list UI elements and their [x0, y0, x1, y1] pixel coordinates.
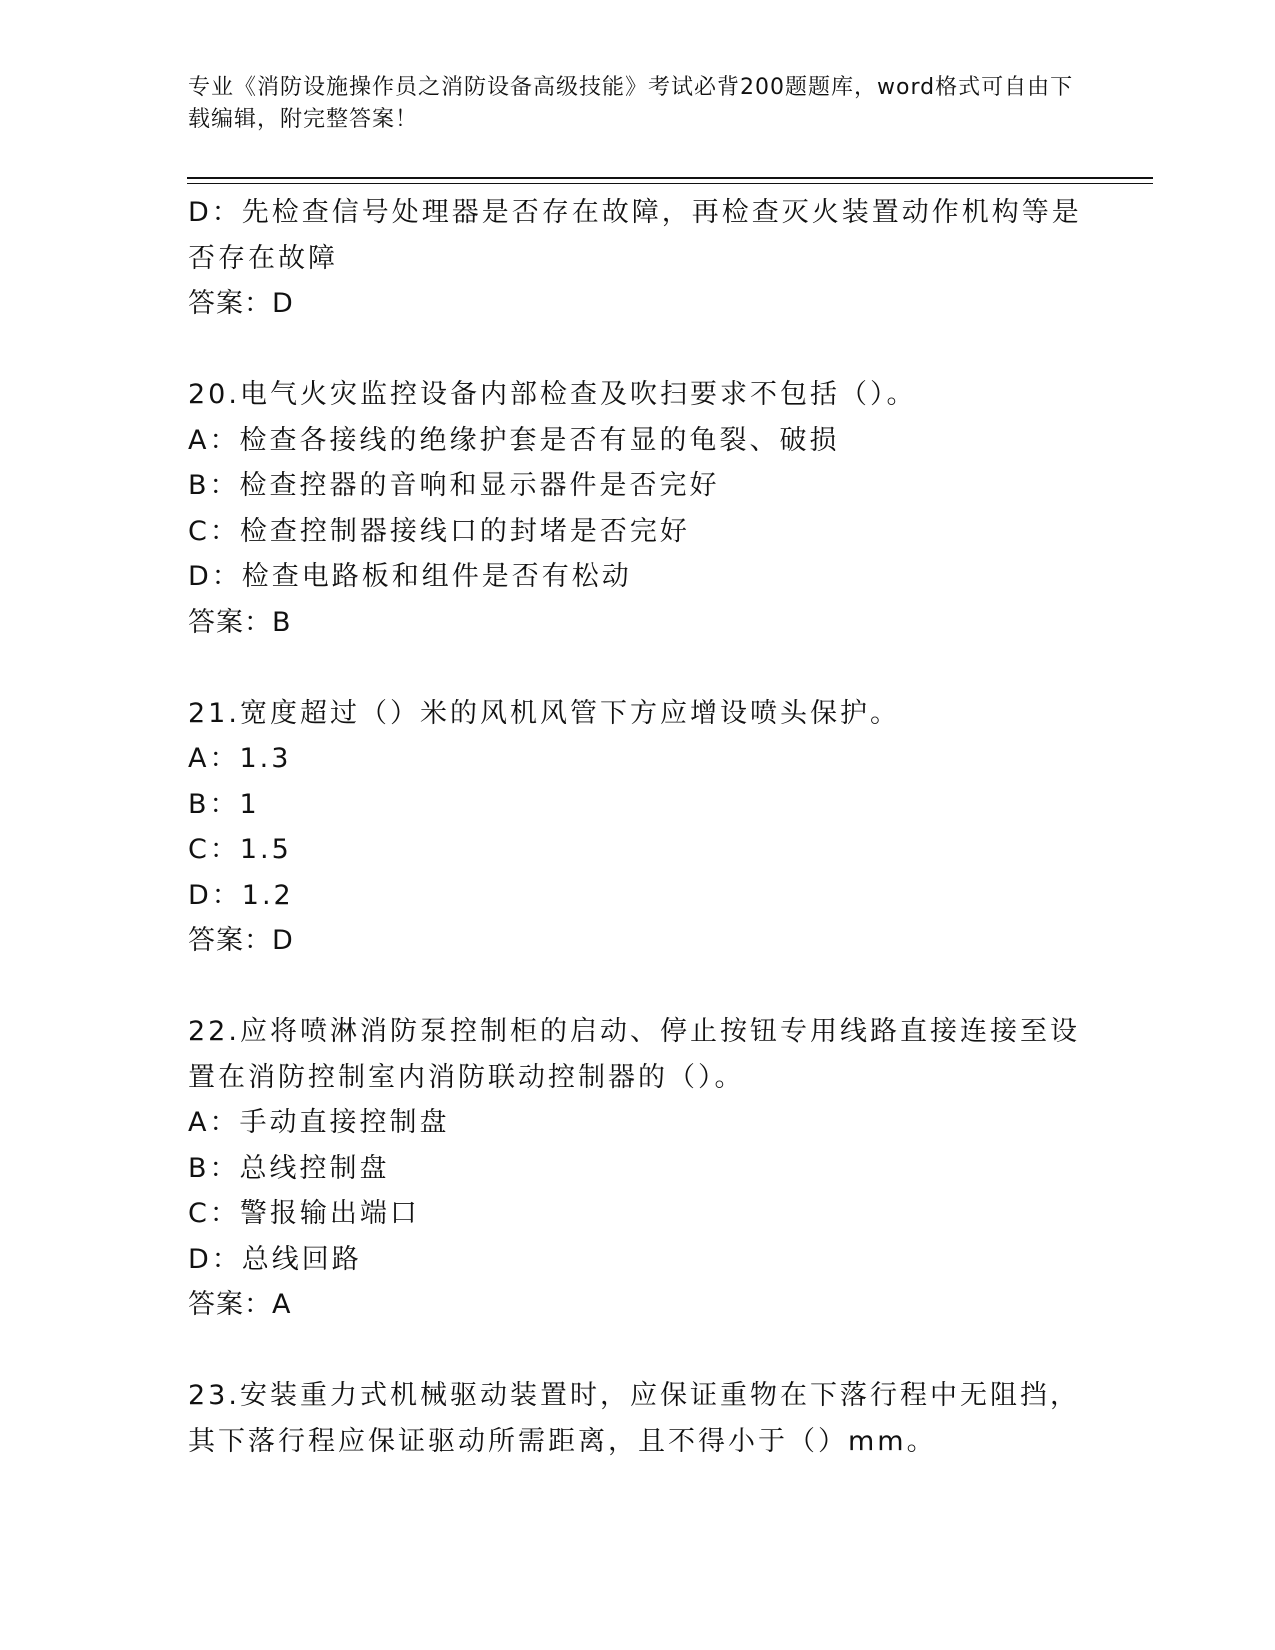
option-c: C：警报输出端口 — [188, 1198, 420, 1229]
answer-line: 答案：D — [188, 925, 294, 956]
document-header: 专业《消防设施操作员之消防设备高级技能》考试必背200题题库，word格式可自由下载编辑，附完整答案！ — [188, 75, 1074, 132]
answer-line: 答案：D — [188, 288, 294, 319]
answer-line: 答案：A — [188, 1289, 292, 1320]
option-d: D：1.2 — [188, 879, 294, 911]
question-stem: 20.电气火灾监控设备内部检查及吹扫要求不包括（）。 — [188, 379, 917, 410]
document-body — [188, 190, 1088, 1464]
option-a: A：手动直接控制盘 — [188, 1107, 450, 1138]
answer-line: 答案：B — [188, 606, 292, 638]
previous-question-tail — [188, 190, 1088, 327]
question-stem: 23.安装重力式机械驱动装置时，应保证重物在下落行程中无阻挡，其下落行程应保证驱动所需距离，且不得小于（）mm。 — [188, 1380, 1080, 1457]
option-b: B：总线控制盘 — [188, 1152, 390, 1184]
option-d: D：总线回路 — [188, 1243, 362, 1275]
question-20 — [188, 372, 1088, 645]
question-21 — [188, 691, 1088, 964]
question-stem: 22.应将喷淋消防泵控制柜的启动、停止按钮专用线路直接连接至设置在消防控制室内消防联动控制器的（）。 — [188, 1016, 1080, 1093]
option-a: A：1.3 — [188, 743, 292, 774]
question-23 — [188, 1373, 1088, 1464]
option-a: A：检查各接线的绝缘护套是否有显的龟裂、破损 — [188, 424, 840, 456]
option-d: D：检查电路板和组件是否有松动 — [188, 561, 632, 592]
option-b: B：检查控器的音响和显示器件是否完好 — [188, 470, 720, 501]
option-d: D：先检查信号处理器是否存在故障，再检查灭火装置动作机构等是否存在故障 — [188, 197, 1082, 274]
question-stem: 21.宽度超过（）米的风机风管下方应增设喷头保护。 — [188, 697, 900, 729]
option-b: B：1 — [188, 788, 260, 820]
header-rule-thin — [187, 183, 1153, 184]
header-rule-thick — [187, 177, 1153, 179]
option-c: C：检查控制器接线口的封堵是否完好 — [188, 515, 690, 547]
option-c: C：1.5 — [188, 834, 292, 865]
question-22 — [188, 1009, 1088, 1328]
